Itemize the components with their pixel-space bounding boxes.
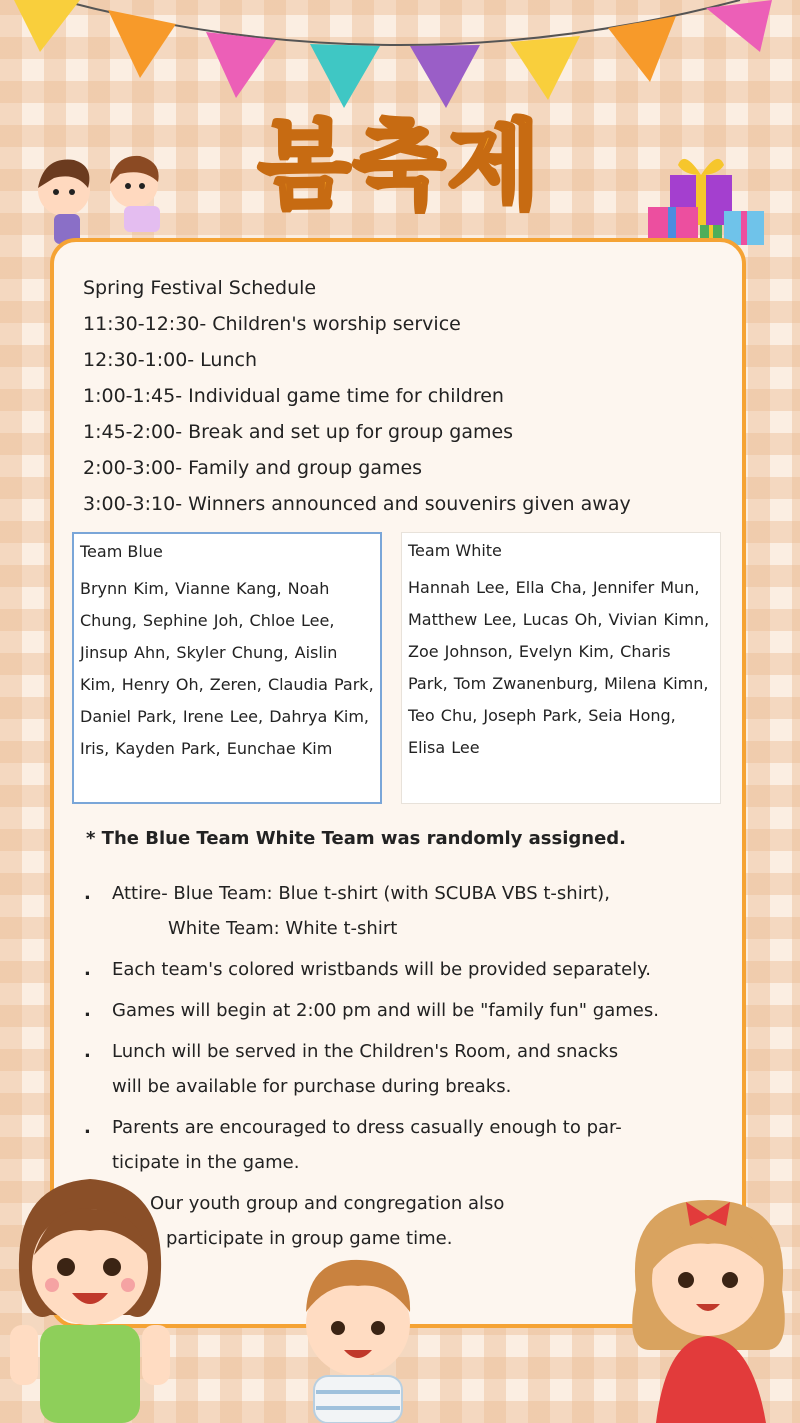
team-blue-members: Brynn Kim, Vianne Kang, Noah Chung, Sephine Joh, Chloe Lee, Jinsup Ahn, Skyler Chung, Aislin Kim, Henry Oh, Zeren, Claudia Park, Daniel Park, Irene Lee, Dahrya Kim, Iris, Kayden Park, Eunchae Kim [80,579,374,758]
team-blue-box [72,532,382,804]
bullet-text: Parents are encouraged to dress casually enough to par- [112,1117,622,1138]
schedule-item: 1:00-1:45- Individual game time for children [83,385,504,407]
team-white-title: Team White [408,541,502,560]
girl-illustration-bottom-left [0,1175,200,1423]
bunting-decoration [0,0,800,115]
bullet-text: Our youth group and congregation also [150,1193,505,1214]
girl-illustration-bottom-right [616,1180,800,1423]
schedule-item: 2:00-3:00- Family and group games [83,457,423,479]
bullet-text: White Team: White t-shirt [168,918,398,939]
bullet-text: Each team's colored wristbands will be provided separately. [112,959,651,980]
bullet-text: Lunch will be served in the Children's Room, and snacks [112,1041,619,1062]
bullet-text: Attire- Blue Team: Blue t-shirt (with SCUBA VBS t-shirt), [112,883,610,904]
bullet-text: Games will begin at 2:00 pm and will be "family fun" games. [112,1000,659,1021]
bullet-lunch [84,1034,724,1104]
team-white-members: Hannah Lee, Ella Cha, Jennifer Mun, Matthew Lee, Lucas Oh, Vivian Kimn, Zoe Johnson, Evelyn Kim, Charis Park, Tom Zwanenburg, Milena Kimn, Teo Chu, Joseph Park, Seia Hong, Elisa Lee [408,578,710,757]
bullet-text: participate in group game time. [166,1228,453,1249]
bullet-marker: . [84,959,91,980]
bullet-wristbands [84,952,724,987]
schedule-heading: Spring Festival Schedule [83,277,317,299]
random-assignment-note: * The Blue Team White Team was randomly assigned. [86,828,627,849]
schedule-item: 12:30-1:00- Lunch [83,349,257,371]
bullet-marker: . [84,1041,91,1062]
team-white-box [401,532,721,804]
bullet-games [84,993,724,1028]
schedule-item: 11:30-12:30- Children's worship service [83,313,461,335]
festival-title-korean: 봄축제 [257,110,543,222]
team-blue-title: Team Blue [80,542,163,561]
bullet-attire [84,876,724,946]
bullet-text: will be available for purchase during breaks. [112,1076,512,1097]
bullet-marker: . [84,1117,91,1138]
schedule-item: 3:00-3:10- Winners announced and souvenirs given away [83,493,631,515]
bullet-text: ticipate in the game. [112,1152,300,1173]
bullet-marker: . [84,1000,91,1021]
bullet-parents [84,1110,724,1180]
schedule-item: 1:45-2:00- Break and set up for group games [83,421,514,443]
boy-illustration-bottom-center [268,1252,448,1423]
bullet-marker: . [84,883,91,904]
schedule-list [83,273,743,525]
